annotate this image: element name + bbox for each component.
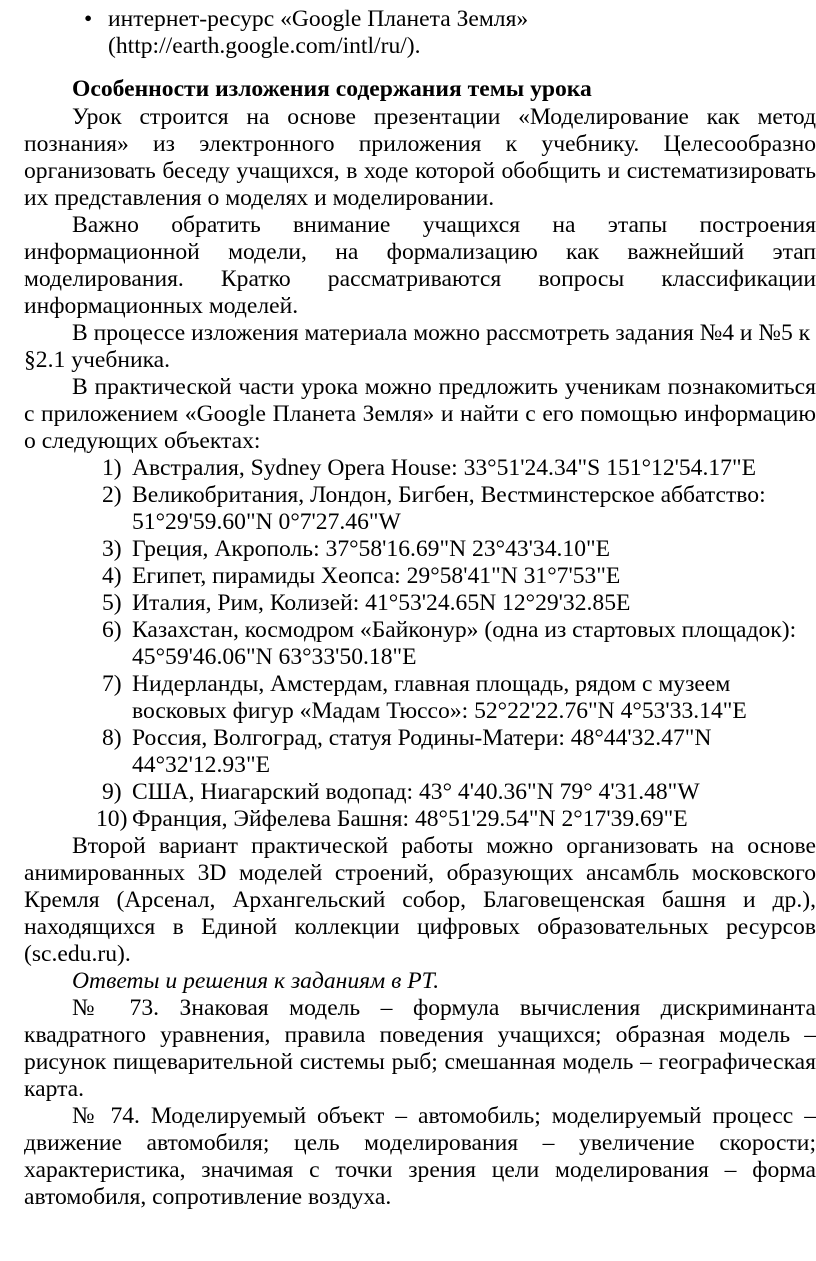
- answer-73: № 73. Знаковая модель – формула вычисления дискриминанта квадратного уравнения, правила поведения учащихся; образная модель – рисунок пищеварительной системы рыб; смешанная модель – географическая карта.: [24, 995, 816, 1102]
- list-item-number: 5): [102, 590, 122, 616]
- list-item-text: Россия, Волгоград, статуя Родины-Матери: 48°44'32.47"N 44°32'12.93"E: [132, 725, 712, 778]
- list-item-number: 3): [102, 536, 122, 562]
- paragraph-kremlin-models: Второй вариант практической работы можно организовать на основе анимированных 3D моделей строений, образующих ансамбль московского Кремля (Арсенал, Архангельский собор, Благовещенская башня и др.), находящихся в Единой коллекции цифровых образовательных ресурсов (sc.edu.ru).: [24, 833, 816, 967]
- resource-bullet: [24, 6, 816, 60]
- paragraph-practical: В практической части урока можно предложить ученикам познакомиться с приложением «Google Планета Земля» и найти с его помощью информацию о следующих объектах:: [24, 374, 816, 454]
- list-item: [24, 671, 816, 725]
- bullet-line-1: интернет-ресурс «Google Планета Земля»: [108, 6, 529, 32]
- list-item-text: Египет, пирамиды Хеопса: 29°58'41"N 31°7'53"E: [132, 563, 621, 589]
- list-item: [24, 482, 816, 536]
- list-item-number: 1): [102, 455, 122, 481]
- list-item: [24, 806, 816, 833]
- list-item-text: Австралия, Sydney Opera House: 33°51'24.34"S 151°12'54.17"E: [132, 455, 757, 481]
- list-item-number: 4): [102, 563, 122, 589]
- list-item-text: Нидерланды, Амстердам, главная площадь, рядом с музеем восковых фигур «Мадам Тюссо»: 52°22'22.76"N 4°53'33.14"E: [132, 671, 747, 724]
- document-page: [24, 6, 816, 1211]
- bullet-line-2: (http://earth.google.com/intl/ru/).: [108, 33, 421, 59]
- list-item: [24, 725, 816, 779]
- section-heading: Особенности изложения содержания темы урока: [72, 76, 592, 102]
- list-item-text: США, Ниагарский водопад: 43° 4'40.36"N 79° 4'31.48"W: [132, 779, 700, 805]
- objects-list: [24, 455, 816, 833]
- list-item-number: 10): [96, 806, 128, 832]
- list-item-text: Великобритания, Лондон, Бигбен, Вестминстерское аббатство: 51°29'59.60"N 0°7'27.46"W: [132, 482, 766, 535]
- paragraph-lesson-structure: Урок строится на основе презентации «Моделирование как метод познания» из электронного приложения к учебнику. Целесообразно организовать беседу учащихся, в ходе которой обобщить и систематизировать их представления о моделях и моделировании.: [24, 104, 816, 211]
- answer-74: № 74. Моделируемый объект – автомобиль; моделируемый процесс – движение автомобиля; цель моделирования – увеличение скорости; характеристика, значимая с точки зрения цели моделирования – форма автомобиля, сопротивление воздуха.: [24, 1103, 816, 1210]
- paragraph-model-stages: Важно обратить внимание учащихся на этапы построения информационной модели, на формализацию как важнейший этап моделирования. Кратко рассматриваются вопросы классификации информационных моделей.: [24, 212, 816, 319]
- list-item-number: 2): [102, 482, 122, 508]
- list-item: [24, 455, 816, 482]
- bullet-dot-icon: •: [84, 6, 93, 32]
- list-item-number: 8): [102, 725, 122, 751]
- list-item-text: Франция, Эйфелева Башня: 48°51'29.54"N 2°17'39.69"E: [132, 806, 688, 832]
- list-item: [24, 536, 816, 563]
- list-item: [24, 590, 816, 617]
- list-item: [24, 563, 816, 590]
- list-item-text: Греция, Акрополь: 37°58'16.69"N 23°43'34.10"E: [132, 536, 611, 562]
- list-item-number: 7): [102, 671, 122, 697]
- list-item: [24, 779, 816, 806]
- list-item-number: 6): [102, 617, 122, 643]
- list-item-text: Казахстан, космодром «Байконур» (одна из стартовых площадок): 45°59'46.06"N 63°33'50.18"E: [132, 617, 797, 670]
- paragraph-tasks: В процессе изложения материала можно рассмотреть задания №4 и №5 к §2.1 учебника.: [24, 320, 811, 373]
- answers-heading: Ответы и решения к заданиям в РТ.: [72, 968, 440, 994]
- list-item: [24, 617, 816, 671]
- list-item-number: 9): [102, 779, 122, 805]
- list-item-text: Италия, Рим, Колизей: 41°53'24.65N 12°29'32.85E: [132, 590, 631, 616]
